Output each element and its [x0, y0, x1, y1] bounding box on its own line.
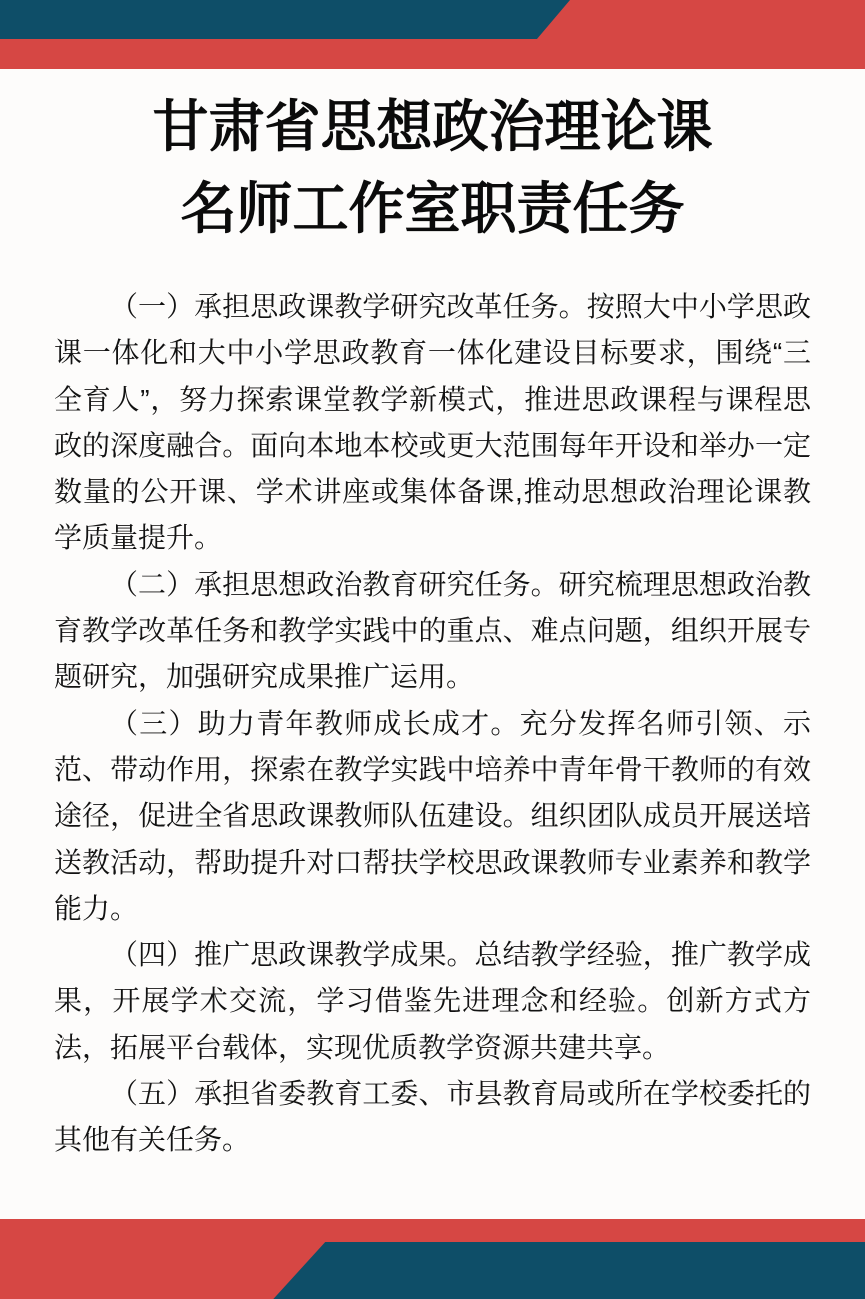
- poster-title: [0, 86, 865, 250]
- top-banner-teal-shape: [0, 0, 570, 39]
- poster-title-line1: 甘肃省思想政治理论课: [152, 95, 713, 158]
- paragraph-duty-4: （四）推广思政课教学成果。总结教学经验，推广教学成果，开展学术交流，学习借鉴先进理念和经验。创新方式方法，拓展平台载体，实现优质教学资源共建共享。: [54, 939, 811, 1063]
- paragraph-duty-3: （三）助力青年教师成长成才。充分发挥名师引领、示范、带动作用，探索在教学实践中培养中青年骨干教师的有效途径，促进全省思政课教师队伍建设。组织团队成员开展送培送教活动，帮助提升对口帮扶学校思政课教师专业素养和教学能力。: [54, 707, 811, 924]
- poster-title-line2: 名师工作室职责任务: [180, 177, 685, 240]
- paragraph-duty-5: （五）承担省委教育工委、市县教育局或所在学校委托的其他有关任务。: [54, 1078, 811, 1156]
- paragraph-duty-1: （一）承担思政课教学研究改革任务。按照大中小学思政课一体化和大中小学思政教育一体化建设目标要求，围绕“三全育人”，努力探索课堂教学新模式，推进思政课程与课程思政的深度融合。面向本地本校或更大范围每年开设和举办一定数量的公开课、学术讲座或集体备课,推动思想政治理论课教学质量提升。: [54, 291, 811, 554]
- paragraph-duty-2: （二）承担思想政治教育研究任务。研究梳理思想政治教育教学改革任务和教学实践中的重点、难点问题，组织开展专题研究，加强研究成果推广运用。: [54, 568, 811, 693]
- document-body: [54, 284, 811, 1164]
